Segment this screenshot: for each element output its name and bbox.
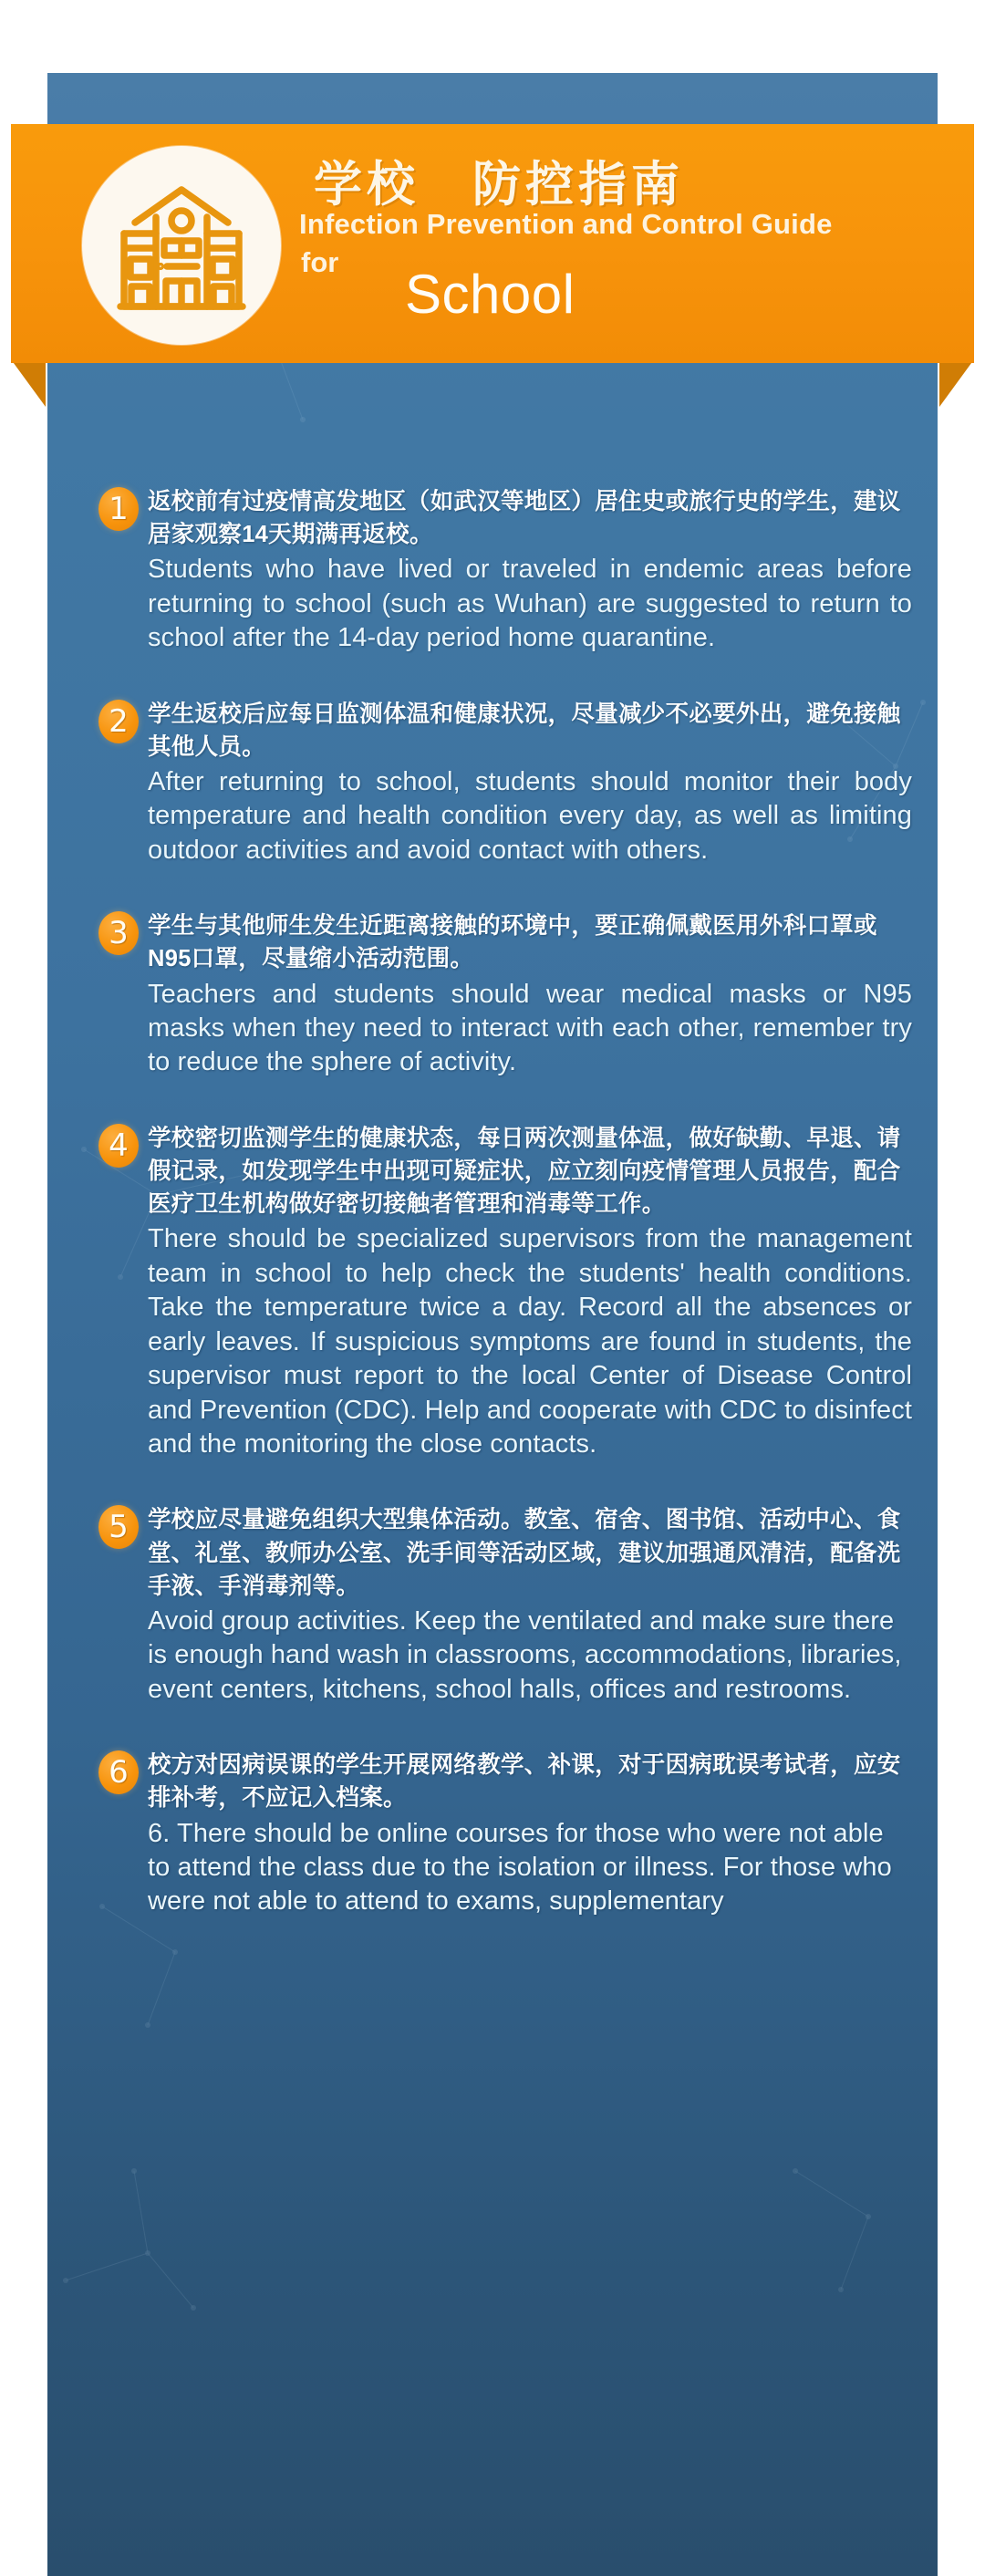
item-text-chinese: 学生返校后应每日监测体温和健康状况，尽量减少不必要外出，避免接触其他人员。 bbox=[148, 701, 901, 760]
banner-ribbon-fold-right bbox=[939, 359, 974, 407]
item-text-english: Students who have lived or traveled in endemic areas before returning to school (such as Wuhan) are suggested to return to school after the 14-day period home quarantine. bbox=[148, 555, 912, 653]
logo-badge bbox=[82, 146, 281, 345]
item-text-chinese: 学校应尽量避免组织大型集体活动。教室、宿舍、图书馆、活动中心、食堂、礼堂、教师办公室、洗手间等活动区域，建议加强通风清洁，配备洗手液、手消毒剂等。 bbox=[148, 1507, 901, 1599]
title-block bbox=[299, 137, 956, 356]
school-building-icon bbox=[113, 179, 250, 312]
guide-item bbox=[47, 698, 938, 868]
guide-item-list bbox=[47, 485, 938, 1961]
guide-item bbox=[47, 909, 938, 1080]
title-for-word: for bbox=[301, 246, 339, 278]
header-banner bbox=[0, 124, 985, 394]
item-text-chinese: 返校前有过疫情高发地区（如武汉等地区）居住史或旅行史的学生，建议居家观察14天期满再返校。 bbox=[148, 489, 901, 548]
guide-item bbox=[47, 1503, 938, 1707]
item-number-badge: 3 bbox=[98, 911, 139, 955]
item-number-badge: 1 bbox=[98, 487, 139, 531]
item-text-english: After returning to school, students should monitor their body temperature and health condition every day, as well as limiting outdoor activities and avoid contact with others. bbox=[148, 767, 912, 865]
item-text-english: 6. There should be online courses for those who were not able to attend the class due to the isolation or illness. For those who were not able to attend to exams, supplementary bbox=[148, 1818, 892, 1916]
banner-bar bbox=[11, 124, 974, 363]
item-text-chinese: 学生与其他师生发生近距离接触的环境中，要正确佩戴医用外科口罩或N95口罩，尽量缩小活动范围。 bbox=[148, 913, 877, 972]
guide-item bbox=[47, 1749, 938, 1919]
item-text-english: Teachers and students should wear medical masks or N95 masks when they need to interact with each other, remember try to reduce the sphere of activity. bbox=[148, 979, 912, 1077]
item-number-badge: 5 bbox=[98, 1505, 139, 1549]
item-number-badge: 4 bbox=[98, 1124, 139, 1168]
banner-ribbon-fold-left bbox=[11, 359, 46, 407]
item-text-chinese: 学校密切监测学生的健康状态，每日两次测量体温，做好缺勤、早退、请假记录，如发现学生中出现可疑症状，应立刻向疫情管理人员报告，配合医疗卫生机构做好密切接触者管理和消毒等工作。 bbox=[148, 1125, 901, 1218]
guide-item bbox=[47, 485, 938, 656]
poster-panel bbox=[47, 73, 938, 2576]
item-number-badge: 2 bbox=[98, 700, 139, 743]
item-text-english: Avoid group activities. Keep the ventilated and make sure there is enough hand wash in classrooms, accommodations, libraries, event centers, kitchens, school halls, offices and restrooms. bbox=[148, 1605, 902, 1704]
item-text-chinese: 校方对因病误课的学生开展网络教学、补课，对于因病耽误考试者，应安排补考，不应记入档案。 bbox=[148, 1752, 901, 1812]
title-chinese: 学校 防控指南 bbox=[314, 158, 684, 212]
title-english: Infection Prevention and Control Guide bbox=[299, 208, 833, 240]
guide-item bbox=[47, 1122, 938, 1461]
item-number-badge: 6 bbox=[98, 1750, 139, 1794]
title-subject: School bbox=[405, 264, 575, 325]
item-text-english: There should be specialized supervisors from the management team in school to help check the students' health conditions. Take the temperature twice a day. Record all the absences or early leaves. If suspicious symptoms are found in students, the supervisor must report to the local Center of Disease Control and Prevention (CDC). Help and cooperate with CDC to disinfect and the monitoring the close contacts. bbox=[148, 1224, 912, 1459]
